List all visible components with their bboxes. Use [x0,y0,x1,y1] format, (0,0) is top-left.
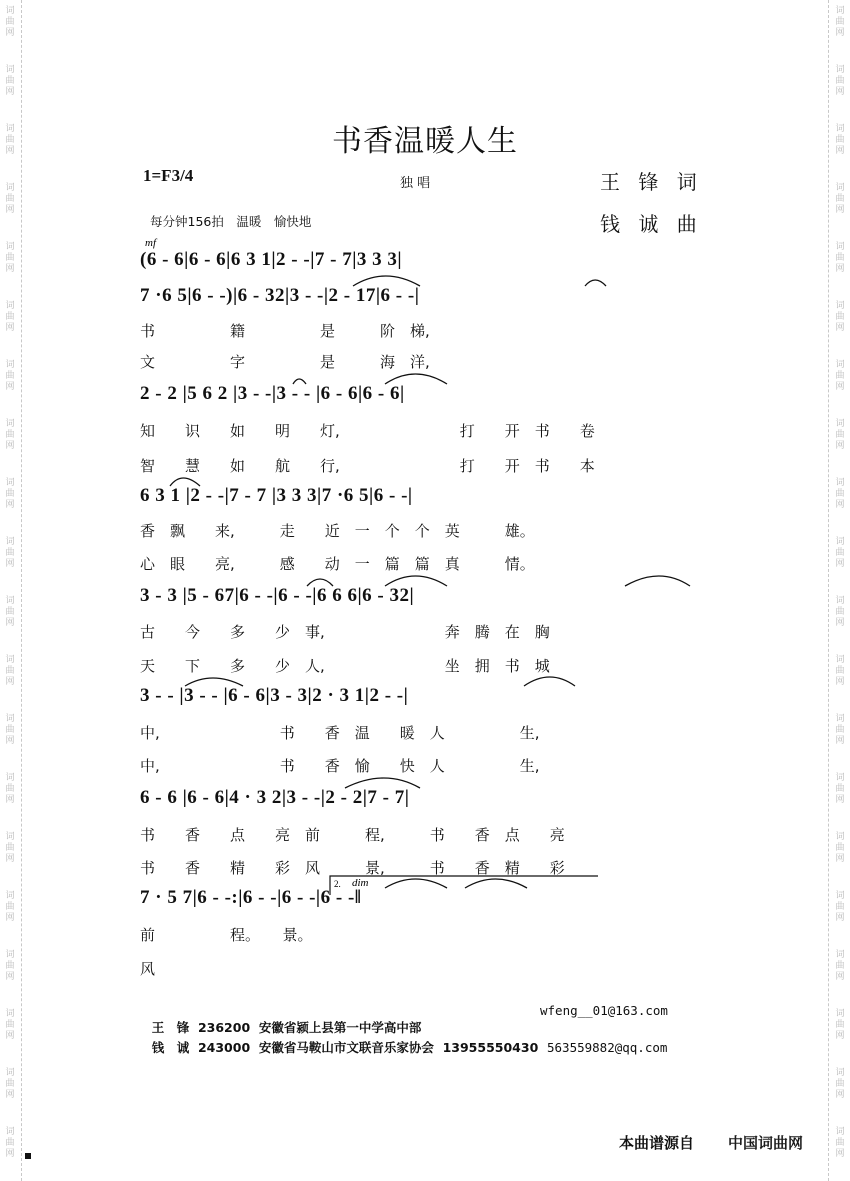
side-watermark [3,360,17,393]
watermark-char: 网 [5,677,15,687]
watermark-char: 网 [5,972,15,982]
watermark-char: 网 [5,854,15,864]
watermark-char: 网 [5,28,15,38]
watermark-char: 网 [835,972,845,982]
watermark-char: 词 [5,360,15,370]
left-watermark-strip [0,0,22,1181]
watermark-char: 词 [5,773,15,783]
watermark-char: 词 [5,596,15,606]
watermark-char: 词 [835,832,845,842]
side-watermark [833,655,847,688]
watermark-char: 词 [5,714,15,724]
watermark-char: 网 [5,736,15,746]
side-watermark [833,6,847,39]
watermark-char: 曲 [835,666,845,676]
watermark-char: 词 [5,301,15,311]
watermark-char: 词 [5,6,15,16]
watermark-char: 曲 [835,843,845,853]
side-watermark [833,419,847,452]
watermark-char: 词 [835,478,845,488]
watermark-char: 网 [835,1031,845,1041]
watermark-char: 曲 [5,1138,15,1148]
watermark-char: 网 [835,87,845,97]
lyric-line: 古 今 多 少 事, 奔 腾 在 胸 [140,623,550,641]
watermark-char: 曲 [5,1079,15,1089]
watermark-char: 网 [5,264,15,274]
score-line-1: (6 - 6|6 - 6|6 3 1|2 - -|7 - 7|3 3 3| [140,249,403,270]
dynamic-mf-mark: mf [145,237,156,249]
watermark-char: 网 [835,1149,845,1159]
side-watermark [833,360,847,393]
watermark-char: 词 [835,1009,845,1019]
watermark-char: 曲 [835,784,845,794]
watermark-char: 网 [835,441,845,451]
side-watermark [3,1009,17,1042]
side-watermark [3,1127,17,1160]
watermark-char: 网 [835,559,845,569]
watermark-char: 词 [5,950,15,960]
watermark-char: 网 [5,441,15,451]
watermark-char: 词 [5,478,15,488]
watermark-char: 曲 [835,430,845,440]
side-watermark [833,596,847,629]
watermark-char: 网 [5,500,15,510]
watermark-char: 曲 [835,548,845,558]
side-watermark [833,301,847,334]
watermark-char: 网 [5,87,15,97]
watermark-char: 词 [5,242,15,252]
side-watermark [833,1068,847,1101]
side-watermark [3,773,17,806]
song-title: 书香温暖人生 [332,124,518,159]
side-watermark [833,1127,847,1160]
side-watermark [3,596,17,629]
watermark-char: 词 [835,242,845,252]
watermark-char: 曲 [5,548,15,558]
watermark-char: 网 [835,323,845,333]
watermark-char: 曲 [5,430,15,440]
watermark-char: 网 [835,795,845,805]
lyricist-credit: 王 锋 词 [600,170,703,194]
contact-name: 钱 诚 [151,1040,190,1055]
watermark-char: 词 [835,891,845,901]
side-watermark [3,655,17,688]
contact-phone: 13955550430 [442,1040,539,1055]
side-watermark [3,183,17,216]
score-line-4: 6 3 1 |2 - -|7 - 7 |3 3 3|7 ·6 5|6 - -| [140,485,413,506]
source-site-link[interactable]: 中国词曲网 [728,1134,804,1152]
watermark-char: 词 [835,183,845,193]
watermark-char: 网 [5,795,15,805]
watermark-char: 词 [5,891,15,901]
side-watermark [833,478,847,511]
watermark-char: 词 [5,832,15,842]
watermark-char: 曲 [835,725,845,735]
watermark-char: 词 [835,655,845,665]
watermark-char: 词 [835,714,845,724]
side-watermark [833,714,847,747]
watermark-char: 词 [5,1009,15,1019]
contact-address: 安徽省马鞍山市文联音乐家协会 [258,1040,434,1055]
lyric-line: 前 程。 景。 [140,926,313,944]
watermark-char: 曲 [5,784,15,794]
score-line-7: 6 - 6 |6 - 6|4 · 3 2|3 - -|2 - 2|7 - 7| [140,787,410,808]
contact-row-composer [143,1023,667,1056]
lyric-line: 文 字 是 海 洋, [140,353,430,371]
watermark-char: 曲 [5,194,15,204]
watermark-char: 词 [835,537,845,547]
side-watermark [3,478,17,511]
watermark-char: 网 [835,736,845,746]
score-line-3: 2 - 2 |5 6 2 |3 - -|3 - - |6 - 6|6 - 6| [140,383,405,404]
lyric-line: 书 香 精 彩 风 景, 书 香 精 彩 [140,859,565,877]
watermark-char: 网 [5,618,15,628]
watermark-char: 词 [835,1068,845,1078]
watermark-char: 网 [5,1090,15,1100]
side-watermark [3,537,17,570]
contact-postcode: 236200 [197,1020,251,1035]
contact-name: 王 锋 [151,1020,190,1035]
watermark-char: 词 [835,360,845,370]
lyric-line: 中, 书 香 温 暖 人 生, [140,724,540,742]
watermark-char: 词 [5,183,15,193]
side-watermark [833,773,847,806]
lyric-line: 智 慧 如 航 行, 打 开 书 本 [140,457,595,475]
watermark-char: 词 [835,596,845,606]
watermark-char: 曲 [835,1138,845,1148]
side-watermark [833,183,847,216]
lyric-line: 心 眼 亮, 感 动 一 篇 篇 真 情。 [140,555,535,573]
score-line-8: 7 · 5 7|6 - -:|6 - -|6 - -|6 - -‖ [140,887,362,908]
tempo-marking: 每分钟156拍 温暖 愉快地 [150,214,312,229]
corner-mark [25,1153,31,1159]
watermark-char: 网 [5,559,15,569]
side-watermark [3,6,17,39]
watermark-char: 曲 [835,312,845,322]
watermark-char: 曲 [835,1079,845,1089]
watermark-char: 词 [835,301,845,311]
side-watermark [3,832,17,865]
watermark-char: 网 [835,28,845,38]
watermark-char: 词 [835,419,845,429]
side-watermark [3,242,17,275]
side-watermark [3,301,17,334]
watermark-char: 词 [835,1127,845,1137]
watermark-char: 曲 [5,1020,15,1030]
watermark-char: 词 [5,1068,15,1078]
contact-email[interactable]: wfeng__01@163.com [540,1003,668,1018]
watermark-char: 网 [5,1031,15,1041]
side-watermark [3,714,17,747]
watermark-char: 曲 [835,17,845,27]
watermark-char: 曲 [5,961,15,971]
watermark-char: 词 [5,124,15,134]
watermark-char: 曲 [5,253,15,263]
dim-mark: dim [352,877,369,889]
watermark-char: 词 [835,65,845,75]
contact-postcode: 243000 [197,1040,251,1055]
watermark-char: 曲 [835,135,845,145]
watermark-char: 曲 [835,961,845,971]
watermark-char: 词 [835,124,845,134]
lyric-line: 书 香 点 亮 前 程, 书 香 点 亮 [140,826,565,844]
watermark-char: 曲 [835,902,845,912]
watermark-char: 曲 [835,1020,845,1030]
watermark-char: 网 [835,382,845,392]
watermark-char: 网 [835,618,845,628]
contact-address: 安徽省颍上县第一中学高中部 [258,1020,422,1035]
contact-email[interactable]: 563559882@qq.com [547,1040,668,1055]
watermark-char: 曲 [835,607,845,617]
watermark-char: 网 [5,205,15,215]
key-signature: 1=F3/4 [143,166,194,185]
score-line-2: 7 ·6 5|6 - -)|6 - 32|3 - -|2 - 17|6 - -| [140,285,420,306]
side-watermark [833,65,847,98]
watermark-char: 词 [5,537,15,547]
watermark-char: 网 [835,146,845,156]
watermark-char: 网 [5,1149,15,1159]
watermark-char: 曲 [5,843,15,853]
watermark-char: 词 [5,419,15,429]
lyric-line: 中, 书 香 愉 快 人 生, [140,757,540,775]
watermark-char: 词 [5,1127,15,1137]
side-watermark [3,950,17,983]
watermark-char: 曲 [5,666,15,676]
watermark-char: 曲 [835,371,845,381]
performance-type: 独 唱 [400,176,431,191]
watermark-char: 网 [835,677,845,687]
watermark-char: 网 [835,1090,845,1100]
watermark-char: 网 [835,205,845,215]
side-watermark [833,537,847,570]
source-label: 本曲谱源自 [619,1134,695,1152]
watermark-char: 曲 [5,17,15,27]
watermark-char: 网 [5,323,15,333]
watermark-char: 曲 [5,371,15,381]
watermark-char: 曲 [5,135,15,145]
watermark-char: 词 [835,6,845,16]
side-watermark [3,891,17,924]
right-watermark-strip [828,0,850,1181]
side-watermark [833,950,847,983]
lyric-line: 书 籍 是 阶 梯, [140,322,430,340]
composer-credit: 钱 诚 曲 [600,212,703,236]
watermark-char: 网 [5,382,15,392]
score-line-6: 3 - - |3 - - |6 - 6|3 - 3|2 · 3 1|2 - -| [140,685,409,706]
lyric-line: 天 下 多 少 人, 坐 拥 书 城 [140,657,550,675]
watermark-char: 曲 [835,489,845,499]
watermark-char: 曲 [835,194,845,204]
watermark-char: 曲 [5,489,15,499]
side-watermark [3,1068,17,1101]
watermark-char: 曲 [5,902,15,912]
side-watermark [833,242,847,275]
watermark-char: 网 [835,264,845,274]
watermark-char: 网 [835,500,845,510]
side-watermark [833,832,847,865]
side-watermark [833,891,847,924]
watermark-char: 词 [835,950,845,960]
watermark-char: 词 [5,65,15,75]
lyric-line: 风 [140,960,156,978]
watermark-char: 曲 [835,76,845,86]
watermark-char: 曲 [5,76,15,86]
watermark-char: 网 [835,913,845,923]
side-watermark [833,1009,847,1042]
watermark-char: 词 [5,655,15,665]
score-line-5: 3 - 3 |5 - 67|6 - -|6 - -|6 6 6|6 - 32| [140,585,415,606]
side-watermark [3,65,17,98]
volta-2-label: 2. [334,879,341,889]
watermark-char: 网 [835,854,845,864]
lyric-line: 香 飘 来, 走 近 一 个 个 英 雄。 [140,522,535,540]
lyric-line: 知 识 如 明 灯, 打 开 书 卷 [140,422,595,440]
side-watermark [3,419,17,452]
watermark-char: 词 [835,773,845,783]
watermark-char: 曲 [835,253,845,263]
watermark-char: 曲 [5,725,15,735]
watermark-char: 曲 [5,312,15,322]
watermark-char: 网 [5,913,15,923]
watermark-char: 网 [5,146,15,156]
watermark-char: 曲 [5,607,15,617]
